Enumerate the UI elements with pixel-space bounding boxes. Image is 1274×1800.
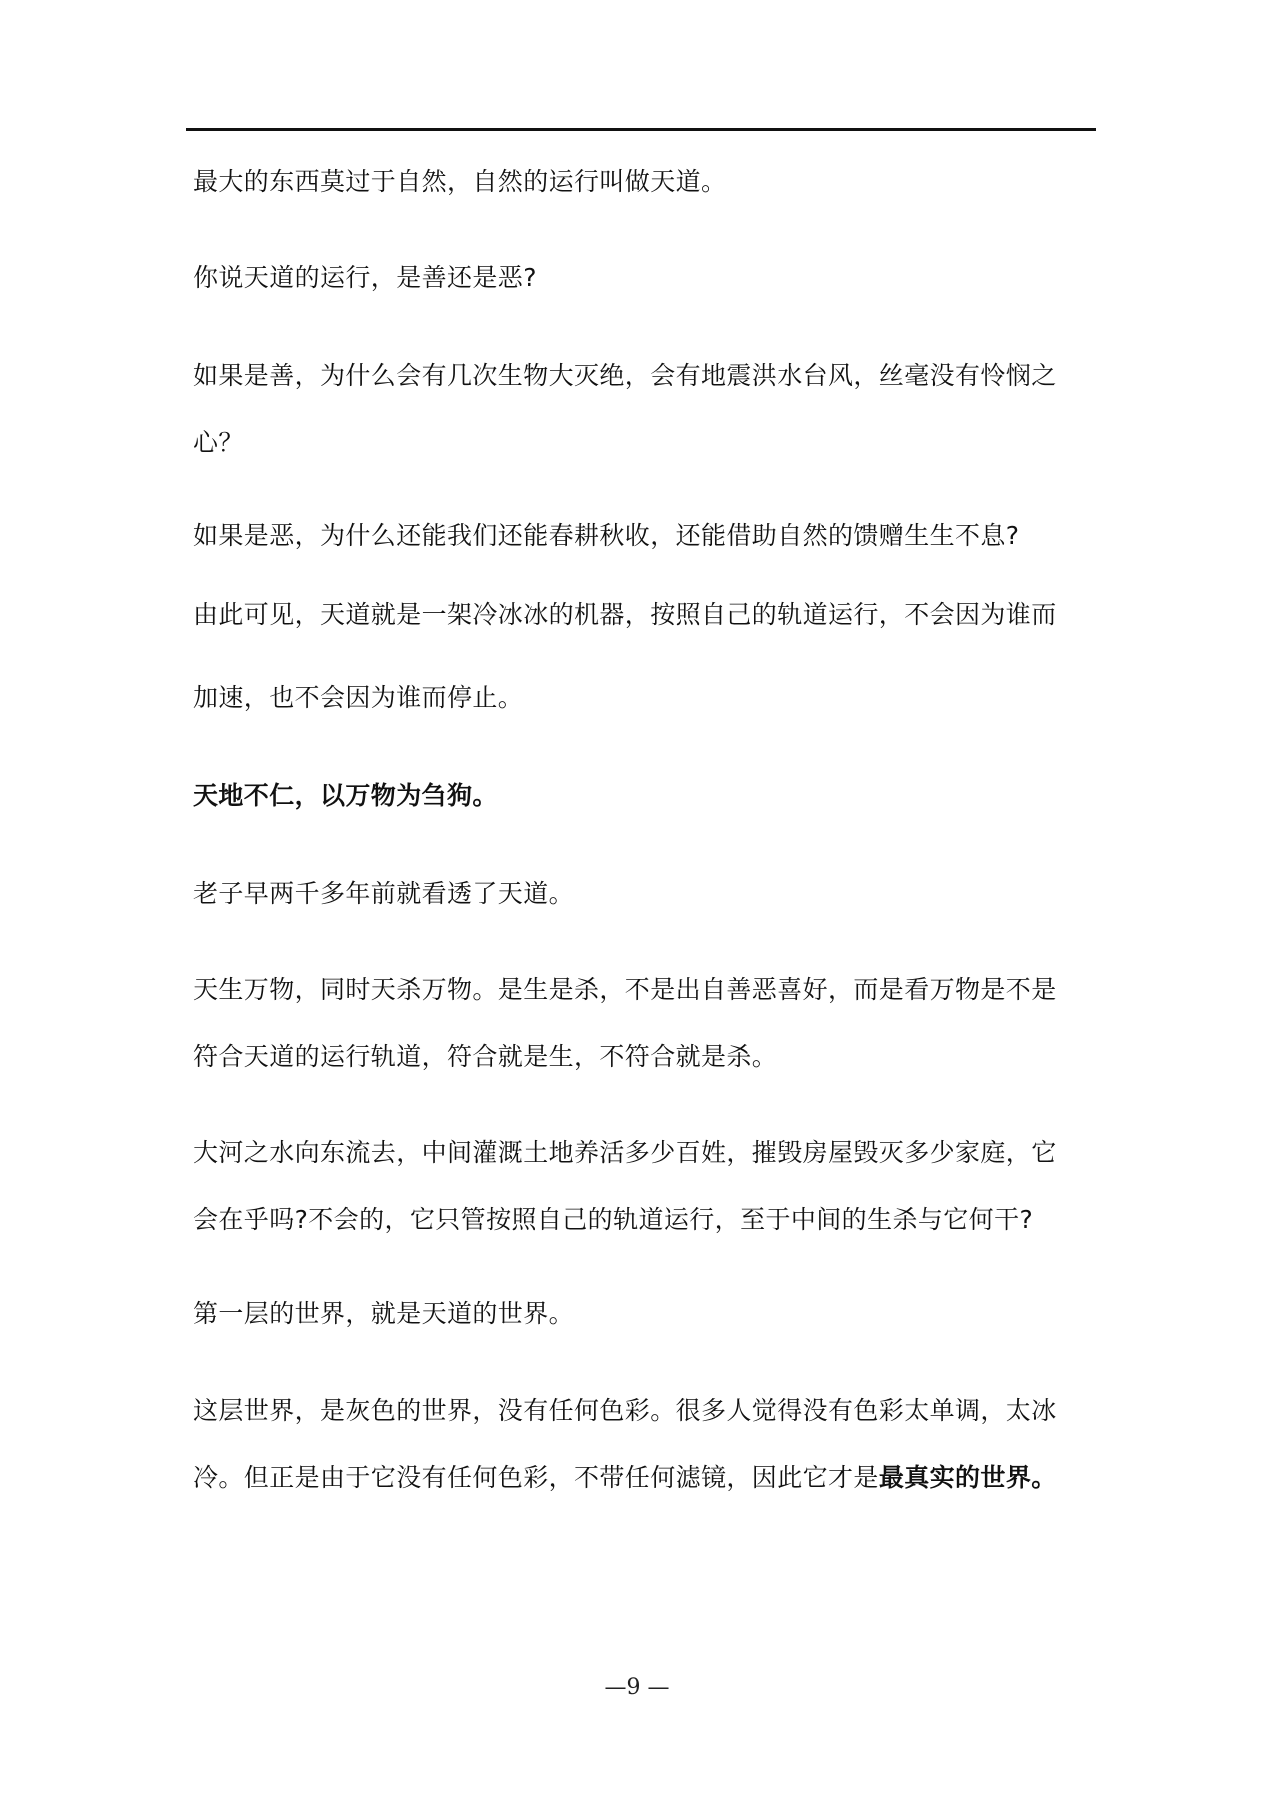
paragray-line: 老子早两千多年前就看透了天道。 [193,879,575,908]
paragraph-line: 你说天道的运行，是善还是恶? [193,263,537,292]
paragraph-line: 加速，也不会因为谁而停止。 [193,683,524,712]
paragraph-line: 如果是恶，为什么还能我们还能春耕秋收，还能借助自然的馈赠生生不息? [193,521,1020,550]
paragraph-line: 这层世界，是灰色的世界，没有任何色彩。很多人觉得没有色彩太单调，太冰 [193,1396,1057,1425]
paragraph-line: 会在乎吗?不会的，它只管按照自己的轨道运行，至于中间的生杀与它何干? [193,1205,1034,1234]
header-rule [186,128,1096,131]
last-line-text: 冷。但正是由于它没有任何色彩，不带任何滤镜，因此它才是 [193,1463,879,1492]
paragraph-line: 最大的东西莫过于自然，自然的运行叫做天道。 [193,167,727,196]
paragraph-line: 符合天道的运行轨道，符合就是生，不符合就是杀。 [193,1042,778,1071]
paragraph-line: 大河之水向东流去，中间灌溉土地养活多少百姓，摧毁房屋毁灭多少家庭，它 [193,1138,1057,1167]
bold-heading-line: 天地不仁，以万物为刍狗。 [193,781,498,810]
paragraph-line: 第一层的世界，就是天道的世界。 [193,1299,575,1328]
paragraph-line: 如果是善，为什么会有几次生物大灭绝，会有地震洪水台风，丝毫没有怜悯之 [193,361,1057,390]
paragraph-line: 心？ [193,428,244,457]
paragraph-line: 天生万物，同时天杀万物。是生是杀，不是出自善恶喜好，而是看万物是不是 [193,975,1057,1004]
paragraph-line: 由此可见，天道就是一架冷冰冰的机器，按照自己的轨道运行，不会因为谁而 [193,600,1057,629]
last-line-bold-text: 最真实的世界。 [878,1463,1057,1492]
page-number: —9 — [604,1675,670,1700]
paragraph-line-last [193,1462,1057,1494]
